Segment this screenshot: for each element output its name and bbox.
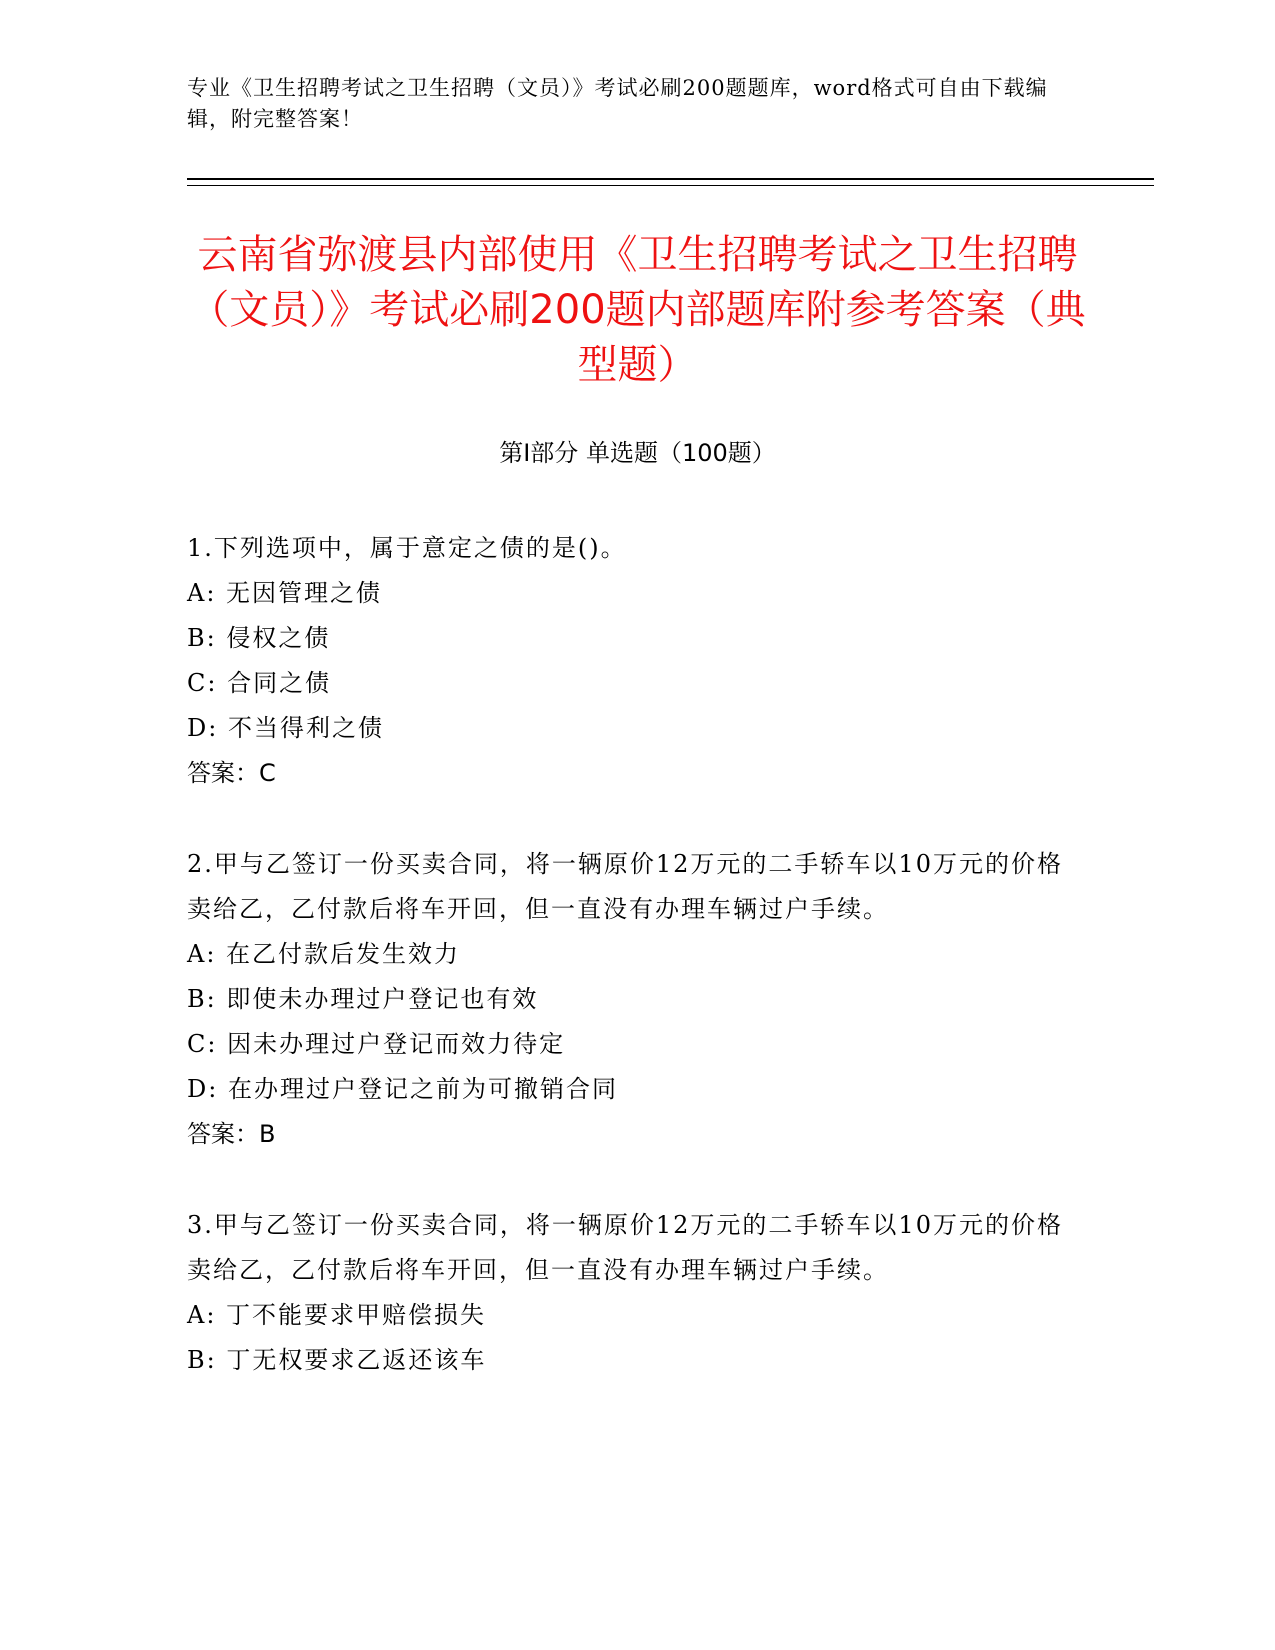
document-title: 云南省弥渡县内部使用《卫生招聘考试之卫生招聘（文员）》考试必刷200题内部题库附参考答案（典型题） <box>189 232 1086 388</box>
question-3 <box>187 1203 1067 1383</box>
question-option-d: D: 不当得利之债 <box>187 714 384 742</box>
question-option-b: B: 丁无权要求乙返还该车 <box>187 1346 487 1374</box>
header-divider-thin <box>187 185 1154 186</box>
question-stem: 3.甲与乙签订一份买卖合同，将一辆原价12万元的二手轿车以10万元的价格卖给乙，乙付款后将车开回，但一直没有办理车辆过户手续。 <box>187 1211 1063 1284</box>
question-option-a: A: 无因管理之债 <box>187 579 383 607</box>
question-2 <box>187 842 1067 1157</box>
question-option-c: C: 因未办理过户登记而效力待定 <box>187 1030 566 1058</box>
question-option-d: D: 在办理过户登记之前为可撤销合同 <box>187 1075 618 1103</box>
question-1 <box>187 526 1067 796</box>
question-stem: 2.甲与乙签订一份买卖合同，将一辆原价12万元的二手轿车以10万元的价格卖给乙，乙付款后将车开回，但一直没有办理车辆过户手续。 <box>187 850 1063 923</box>
question-option-a: A: 在乙付款后发生效力 <box>187 940 461 968</box>
header-note: 专业《卫生招聘考试之卫生招聘（文员）》考试必刷200题题库，word格式可自由下载编辑，附完整答案！ <box>187 76 1048 131</box>
question-option-b: B: 侵权之债 <box>187 624 331 652</box>
question-answer: 答案：B <box>187 1120 276 1148</box>
question-option-b: B: 即使未办理过户登记也有效 <box>187 985 539 1013</box>
section-title: 第Ⅰ部分 单选题（100题） <box>499 439 776 467</box>
question-answer: 答案：C <box>187 759 276 787</box>
question-list <box>187 526 1067 1429</box>
question-option-c: C: 合同之债 <box>187 669 332 697</box>
question-option-a: A: 丁不能要求甲赔偿损失 <box>187 1301 487 1329</box>
question-stem: 1.下列选项中，属于意定之债的是()。 <box>187 534 627 562</box>
header-divider <box>187 178 1154 180</box>
